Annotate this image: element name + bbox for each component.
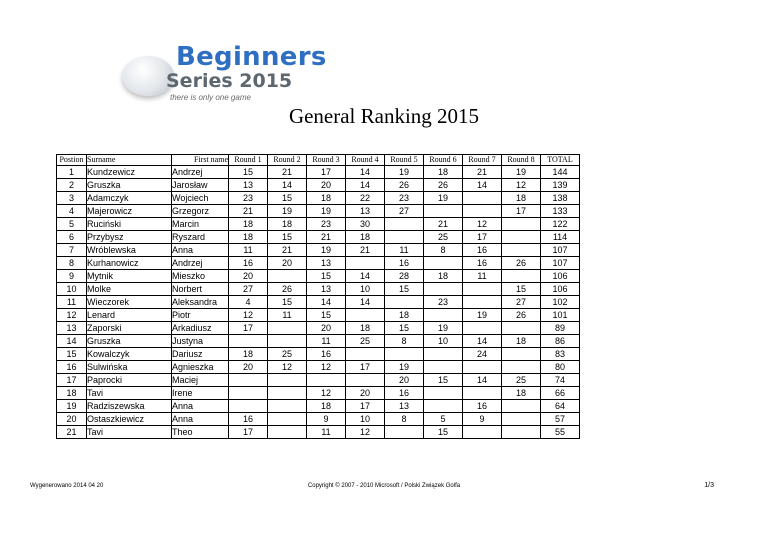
page-number: 1/3 xyxy=(704,482,714,489)
cell-round-2: 19 xyxy=(268,205,307,218)
cell-round-7: 14 xyxy=(463,335,502,348)
column-header-round-7: Round 7 xyxy=(463,155,502,166)
table-row xyxy=(57,335,580,348)
cell-round-2: 26 xyxy=(268,283,307,296)
cell-position: 16 xyxy=(57,361,87,374)
table-row xyxy=(57,192,580,205)
column-header-round-4: Round 4 xyxy=(346,155,385,166)
cell-round-2 xyxy=(268,374,307,387)
cell-surname: Adamczyk xyxy=(87,192,172,205)
cell-round-5: 16 xyxy=(385,387,424,400)
cell-first-name: Justyna xyxy=(172,335,229,348)
cell-round-3 xyxy=(307,374,346,387)
cell-position: 15 xyxy=(57,348,87,361)
cell-round-7 xyxy=(463,283,502,296)
cell-round-1: 20 xyxy=(229,361,268,374)
copyright-notice: Copyright © 2007 - 2010 Microsoft / Polski Związek Golfa xyxy=(307,483,461,489)
cell-total: 106 xyxy=(541,283,580,296)
cell-round-6: 19 xyxy=(424,192,463,205)
table-row xyxy=(57,374,580,387)
cell-round-6: 26 xyxy=(424,179,463,192)
cell-round-7: 14 xyxy=(463,179,502,192)
cell-round-3: 12 xyxy=(307,387,346,400)
cell-surname: Wieczorek xyxy=(87,296,172,309)
column-header-first-name: First name xyxy=(172,155,229,166)
cell-round-1 xyxy=(229,335,268,348)
cell-first-name: Anna xyxy=(172,413,229,426)
cell-first-name: Aleksandra xyxy=(172,296,229,309)
cell-position: 18 xyxy=(57,387,87,400)
cell-round-4: 12 xyxy=(346,426,385,439)
cell-round-1: 18 xyxy=(229,218,268,231)
cell-round-2: 12 xyxy=(268,361,307,374)
cell-round-1: 13 xyxy=(229,179,268,192)
cell-round-2 xyxy=(268,270,307,283)
cell-round-1: 17 xyxy=(229,426,268,439)
cell-round-1 xyxy=(229,387,268,400)
cell-round-3: 23 xyxy=(307,218,346,231)
cell-round-1: 4 xyxy=(229,296,268,309)
table-row xyxy=(57,296,580,309)
cell-position: 9 xyxy=(57,270,87,283)
cell-round-8: 19 xyxy=(502,166,541,179)
cell-round-7 xyxy=(463,361,502,374)
cell-round-1 xyxy=(229,374,268,387)
cell-round-3: 20 xyxy=(307,322,346,335)
cell-round-4 xyxy=(346,374,385,387)
cell-round-8 xyxy=(502,244,541,257)
cell-round-6: 15 xyxy=(424,426,463,439)
cell-round-4: 18 xyxy=(346,231,385,244)
table-row xyxy=(57,361,580,374)
cell-first-name: Marcin xyxy=(172,218,229,231)
cell-round-5: 19 xyxy=(385,166,424,179)
cell-total: 102 xyxy=(541,296,580,309)
cell-round-8 xyxy=(502,322,541,335)
cell-round-6 xyxy=(424,309,463,322)
cell-round-3: 13 xyxy=(307,283,346,296)
cell-first-name: Norbert xyxy=(172,283,229,296)
cell-round-2 xyxy=(268,335,307,348)
cell-round-3: 12 xyxy=(307,361,346,374)
cell-surname: Gruszka xyxy=(87,179,172,192)
cell-round-3: 15 xyxy=(307,270,346,283)
cell-first-name: Theo xyxy=(172,426,229,439)
cell-round-7: 16 xyxy=(463,244,502,257)
cell-round-4: 17 xyxy=(346,361,385,374)
generated-date: Wygenerowano 2014 04 20 xyxy=(30,483,104,489)
table-row xyxy=(57,348,580,361)
cell-round-7 xyxy=(463,205,502,218)
cell-surname: Paprocki xyxy=(87,374,172,387)
logo-title: Beginners xyxy=(176,42,327,72)
cell-round-5: 18 xyxy=(385,309,424,322)
cell-round-7 xyxy=(463,387,502,400)
cell-round-7: 16 xyxy=(463,400,502,413)
column-header-round-3: Round 3 xyxy=(307,155,346,166)
table-row xyxy=(57,322,580,335)
cell-surname: Wróblewska xyxy=(87,244,172,257)
cell-round-2 xyxy=(268,413,307,426)
table-row xyxy=(57,309,580,322)
table-row xyxy=(57,400,580,413)
cell-round-1: 16 xyxy=(229,413,268,426)
cell-round-8: 15 xyxy=(502,283,541,296)
cell-first-name: Arkadiusz xyxy=(172,322,229,335)
cell-surname: Radziszewska xyxy=(87,400,172,413)
cell-round-1: 11 xyxy=(229,244,268,257)
column-header-round-1: Round 1 xyxy=(229,155,268,166)
cell-total: 107 xyxy=(541,257,580,270)
cell-round-4: 17 xyxy=(346,400,385,413)
cell-first-name: Mieszko xyxy=(172,270,229,283)
cell-round-2: 11 xyxy=(268,309,307,322)
column-header-round-5: Round 5 xyxy=(385,155,424,166)
cell-round-6: 15 xyxy=(424,374,463,387)
cell-round-4: 22 xyxy=(346,192,385,205)
cell-round-4 xyxy=(346,348,385,361)
cell-round-8 xyxy=(502,218,541,231)
cell-round-4: 14 xyxy=(346,296,385,309)
cell-position: 10 xyxy=(57,283,87,296)
cell-position: 8 xyxy=(57,257,87,270)
cell-surname: Molke xyxy=(87,283,172,296)
table-body xyxy=(57,166,580,439)
cell-total: 55 xyxy=(541,426,580,439)
page-title: General Ranking 2015 xyxy=(288,104,480,128)
cell-round-4: 21 xyxy=(346,244,385,257)
cell-round-7: 12 xyxy=(463,218,502,231)
cell-round-3: 14 xyxy=(307,296,346,309)
cell-round-6: 18 xyxy=(424,270,463,283)
cell-round-5: 8 xyxy=(385,335,424,348)
cell-round-8 xyxy=(502,361,541,374)
cell-round-2 xyxy=(268,322,307,335)
cell-round-6: 8 xyxy=(424,244,463,257)
cell-round-3: 11 xyxy=(307,335,346,348)
cell-round-8: 26 xyxy=(502,257,541,270)
cell-first-name: Agnieszka xyxy=(172,361,229,374)
cell-first-name: Dariusz xyxy=(172,348,229,361)
column-header-surname: Surname xyxy=(87,155,172,166)
cell-round-3: 15 xyxy=(307,309,346,322)
table-row xyxy=(57,270,580,283)
cell-round-3: 17 xyxy=(307,166,346,179)
column-header-round-8: Round 8 xyxy=(502,155,541,166)
cell-surname: Kurhanowicz xyxy=(87,257,172,270)
cell-round-5: 15 xyxy=(385,283,424,296)
cell-total: 83 xyxy=(541,348,580,361)
cell-round-5 xyxy=(385,231,424,244)
cell-position: 1 xyxy=(57,166,87,179)
cell-round-5: 19 xyxy=(385,361,424,374)
table-row xyxy=(57,244,580,257)
cell-surname: Mytnik xyxy=(87,270,172,283)
cell-surname: Ostaszkiewicz xyxy=(87,413,172,426)
cell-round-4: 18 xyxy=(346,322,385,335)
cell-position: 3 xyxy=(57,192,87,205)
cell-round-2: 15 xyxy=(268,231,307,244)
cell-total: 107 xyxy=(541,244,580,257)
cell-round-7: 17 xyxy=(463,231,502,244)
cell-round-7: 21 xyxy=(463,166,502,179)
cell-round-8 xyxy=(502,231,541,244)
cell-total: 133 xyxy=(541,205,580,218)
cell-round-5 xyxy=(385,426,424,439)
cell-round-6: 18 xyxy=(424,166,463,179)
cell-round-6 xyxy=(424,205,463,218)
cell-round-8 xyxy=(502,270,541,283)
cell-round-6 xyxy=(424,348,463,361)
cell-round-6 xyxy=(424,283,463,296)
cell-total: 122 xyxy=(541,218,580,231)
cell-round-8: 17 xyxy=(502,205,541,218)
cell-first-name: Anna xyxy=(172,400,229,413)
table-row xyxy=(57,387,580,400)
cell-round-2: 21 xyxy=(268,244,307,257)
cell-round-7 xyxy=(463,426,502,439)
cell-round-4: 10 xyxy=(346,413,385,426)
cell-round-2: 18 xyxy=(268,218,307,231)
cell-surname: Kundzewicz xyxy=(87,166,172,179)
table-row xyxy=(57,231,580,244)
cell-round-5: 15 xyxy=(385,322,424,335)
table-row xyxy=(57,179,580,192)
cell-surname: Kowalczyk xyxy=(87,348,172,361)
cell-total: 101 xyxy=(541,309,580,322)
cell-round-5: 8 xyxy=(385,413,424,426)
cell-round-2: 14 xyxy=(268,179,307,192)
cell-total: 86 xyxy=(541,335,580,348)
table-row xyxy=(57,166,580,179)
column-header-round-6: Round 6 xyxy=(424,155,463,166)
cell-surname: Lenard xyxy=(87,309,172,322)
cell-round-7 xyxy=(463,192,502,205)
cell-round-2: 21 xyxy=(268,166,307,179)
cell-round-5: 16 xyxy=(385,257,424,270)
cell-first-name: Irene xyxy=(172,387,229,400)
cell-round-4: 14 xyxy=(346,270,385,283)
cell-round-5: 13 xyxy=(385,400,424,413)
cell-round-3: 16 xyxy=(307,348,346,361)
cell-round-4: 13 xyxy=(346,205,385,218)
cell-position: 19 xyxy=(57,400,87,413)
table-row xyxy=(57,283,580,296)
cell-round-6: 19 xyxy=(424,322,463,335)
cell-first-name: Grzegorz xyxy=(172,205,229,218)
cell-round-7: 24 xyxy=(463,348,502,361)
cell-round-8 xyxy=(502,348,541,361)
cell-round-6: 5 xyxy=(424,413,463,426)
cell-round-6: 25 xyxy=(424,231,463,244)
column-header-position: Postion xyxy=(57,155,87,166)
cell-round-5: 27 xyxy=(385,205,424,218)
cell-position: 17 xyxy=(57,374,87,387)
cell-round-3: 20 xyxy=(307,179,346,192)
cell-round-7 xyxy=(463,322,502,335)
cell-round-6 xyxy=(424,361,463,374)
cell-round-7: 16 xyxy=(463,257,502,270)
cell-surname: Sulwińska xyxy=(87,361,172,374)
cell-total: 80 xyxy=(541,361,580,374)
cell-round-8 xyxy=(502,400,541,413)
cell-first-name: Ryszard xyxy=(172,231,229,244)
cell-position: 20 xyxy=(57,413,87,426)
cell-round-2: 20 xyxy=(268,257,307,270)
cell-round-4: 25 xyxy=(346,335,385,348)
cell-total: 106 xyxy=(541,270,580,283)
cell-round-6: 21 xyxy=(424,218,463,231)
cell-total: 64 xyxy=(541,400,580,413)
cell-round-4: 30 xyxy=(346,218,385,231)
cell-position: 14 xyxy=(57,335,87,348)
cell-round-6 xyxy=(424,257,463,270)
cell-round-2 xyxy=(268,400,307,413)
cell-total: 66 xyxy=(541,387,580,400)
cell-round-8: 12 xyxy=(502,179,541,192)
cell-round-3: 9 xyxy=(307,413,346,426)
cell-round-4: 14 xyxy=(346,166,385,179)
cell-round-7: 9 xyxy=(463,413,502,426)
cell-first-name: Wojciech xyxy=(172,192,229,205)
ranking-table xyxy=(56,154,580,439)
cell-round-8 xyxy=(502,426,541,439)
cell-total: 89 xyxy=(541,322,580,335)
cell-round-3: 11 xyxy=(307,426,346,439)
cell-round-8: 26 xyxy=(502,309,541,322)
cell-position: 6 xyxy=(57,231,87,244)
cell-round-6: 23 xyxy=(424,296,463,309)
cell-round-6 xyxy=(424,387,463,400)
cell-round-5 xyxy=(385,348,424,361)
cell-total: 74 xyxy=(541,374,580,387)
cell-surname: Tavi xyxy=(87,426,172,439)
cell-total: 144 xyxy=(541,166,580,179)
cell-round-1: 18 xyxy=(229,231,268,244)
column-header-total: TOTAL xyxy=(541,155,580,166)
cell-round-1: 15 xyxy=(229,166,268,179)
cell-round-1: 20 xyxy=(229,270,268,283)
cell-round-2: 15 xyxy=(268,192,307,205)
cell-round-3: 18 xyxy=(307,192,346,205)
cell-round-4 xyxy=(346,309,385,322)
column-header-round-2: Round 2 xyxy=(268,155,307,166)
cell-round-8 xyxy=(502,413,541,426)
cell-position: 21 xyxy=(57,426,87,439)
table-row xyxy=(57,257,580,270)
cell-round-2 xyxy=(268,426,307,439)
cell-round-1: 16 xyxy=(229,257,268,270)
cell-round-8: 18 xyxy=(502,387,541,400)
cell-first-name: Anna xyxy=(172,244,229,257)
cell-round-2 xyxy=(268,387,307,400)
cell-round-5 xyxy=(385,218,424,231)
cell-total: 138 xyxy=(541,192,580,205)
table-header-row xyxy=(57,155,580,166)
cell-round-5: 26 xyxy=(385,179,424,192)
cell-round-1: 12 xyxy=(229,309,268,322)
cell-round-5 xyxy=(385,296,424,309)
cell-round-7 xyxy=(463,296,502,309)
cell-first-name: Piotr xyxy=(172,309,229,322)
cell-position: 4 xyxy=(57,205,87,218)
cell-position: 12 xyxy=(57,309,87,322)
cell-position: 11 xyxy=(57,296,87,309)
table-row xyxy=(57,218,580,231)
cell-round-8: 18 xyxy=(502,335,541,348)
cell-round-3: 19 xyxy=(307,244,346,257)
cell-round-1: 17 xyxy=(229,322,268,335)
cell-position: 2 xyxy=(57,179,87,192)
cell-round-6 xyxy=(424,400,463,413)
cell-round-1 xyxy=(229,400,268,413)
cell-round-6: 10 xyxy=(424,335,463,348)
cell-total: 139 xyxy=(541,179,580,192)
cell-round-7: 11 xyxy=(463,270,502,283)
cell-position: 13 xyxy=(57,322,87,335)
cell-round-5: 23 xyxy=(385,192,424,205)
cell-surname: Tavi xyxy=(87,387,172,400)
cell-surname: Gruszka xyxy=(87,335,172,348)
cell-round-7: 14 xyxy=(463,374,502,387)
cell-round-2: 15 xyxy=(268,296,307,309)
cell-first-name: Andrzej xyxy=(172,257,229,270)
cell-first-name: Jarosław xyxy=(172,179,229,192)
cell-total: 114 xyxy=(541,231,580,244)
cell-round-1: 21 xyxy=(229,205,268,218)
table-row xyxy=(57,426,580,439)
cell-round-3: 18 xyxy=(307,400,346,413)
cell-surname: Majerowicz xyxy=(87,205,172,218)
cell-round-1: 18 xyxy=(229,348,268,361)
cell-total: 57 xyxy=(541,413,580,426)
cell-round-3: 19 xyxy=(307,205,346,218)
logo-subtitle: Series 2015 xyxy=(166,70,293,92)
cell-round-5: 20 xyxy=(385,374,424,387)
cell-round-4: 10 xyxy=(346,283,385,296)
cell-surname: Zaporski xyxy=(87,322,172,335)
cell-round-1: 27 xyxy=(229,283,268,296)
cell-round-8: 27 xyxy=(502,296,541,309)
cell-round-8: 18 xyxy=(502,192,541,205)
cell-round-3: 13 xyxy=(307,257,346,270)
cell-round-4: 14 xyxy=(346,179,385,192)
cell-round-2: 25 xyxy=(268,348,307,361)
cell-round-4: 20 xyxy=(346,387,385,400)
table-row xyxy=(57,413,580,426)
cell-round-7: 19 xyxy=(463,309,502,322)
cell-round-5: 11 xyxy=(385,244,424,257)
cell-round-5: 28 xyxy=(385,270,424,283)
cell-surname: Przybysz xyxy=(87,231,172,244)
cell-round-4 xyxy=(346,257,385,270)
cell-first-name: Andrzej xyxy=(172,166,229,179)
cell-round-3: 21 xyxy=(307,231,346,244)
table-row xyxy=(57,205,580,218)
cell-round-1: 23 xyxy=(229,192,268,205)
cell-round-8: 25 xyxy=(502,374,541,387)
cell-position: 5 xyxy=(57,218,87,231)
cell-position: 7 xyxy=(57,244,87,257)
logo-tagline: there is only one game xyxy=(170,93,251,102)
cell-first-name: Maciej xyxy=(172,374,229,387)
cell-surname: Ruciński xyxy=(87,218,172,231)
